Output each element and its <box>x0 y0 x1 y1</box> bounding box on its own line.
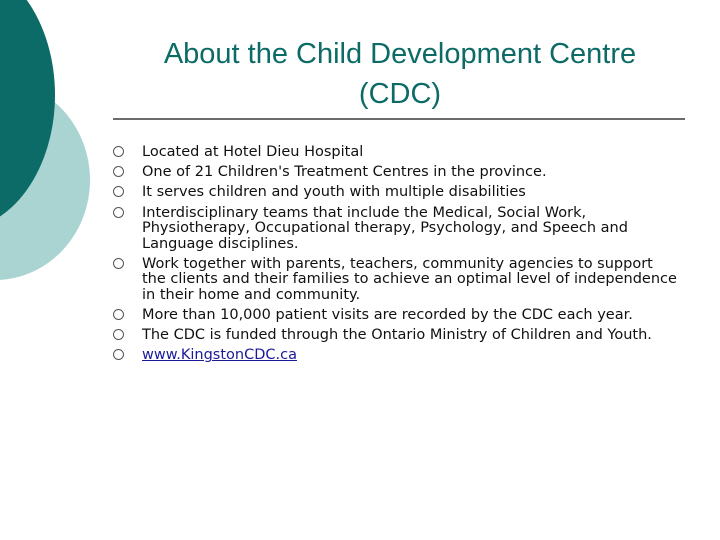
website-link[interactable]: www.KingstonCDC.ca <box>142 347 297 364</box>
bullet-text: Work together with parents, teachers, community agencies to support the clients and their families to achieve an optimal level of independence in their home and community. <box>142 255 677 303</box>
list-item <box>110 206 680 253</box>
bullet-text: More than 10,000 patient visits are recorded by the CDC each year. <box>142 306 633 323</box>
list-item <box>110 328 680 344</box>
title-line-2: (CDC) <box>358 78 442 110</box>
list-item <box>110 308 680 324</box>
list-item <box>110 145 680 161</box>
circle-bullet-icon <box>113 258 124 269</box>
bullet-text: One of 21 Children's Treatment Centres in the province. <box>142 164 547 181</box>
decorative-circles <box>0 0 120 300</box>
list-item <box>110 348 680 364</box>
circle-bullet-icon <box>113 207 124 218</box>
circle-bullet-icon <box>113 186 124 197</box>
slide-title <box>110 34 690 114</box>
list-item <box>110 185 680 201</box>
circle-bullet-icon <box>113 166 124 177</box>
list-item <box>110 165 680 181</box>
bullet-list <box>110 145 680 369</box>
title-divider <box>113 118 685 120</box>
circle-bullet-icon <box>113 309 124 320</box>
bullet-text: Located at Hotel Dieu Hospital <box>142 144 364 160</box>
list-item <box>110 257 680 304</box>
bullet-text: Interdisciplinary teams that include the Medical, Social Work, Physiotherapy, Occupational therapy, Psychology, and Speech and Language disciplines. <box>142 204 628 252</box>
bullet-text: It serves children and youth with multiple disabilities <box>142 184 526 201</box>
circle-bullet-icon <box>113 329 124 340</box>
circle-bullet-icon <box>113 146 124 157</box>
bullet-text: The CDC is funded through the Ontario Ministry of Children and Youth. <box>142 327 652 344</box>
circle-bullet-icon <box>113 349 124 360</box>
title-line-1: About the Child Development Centre <box>163 38 637 70</box>
